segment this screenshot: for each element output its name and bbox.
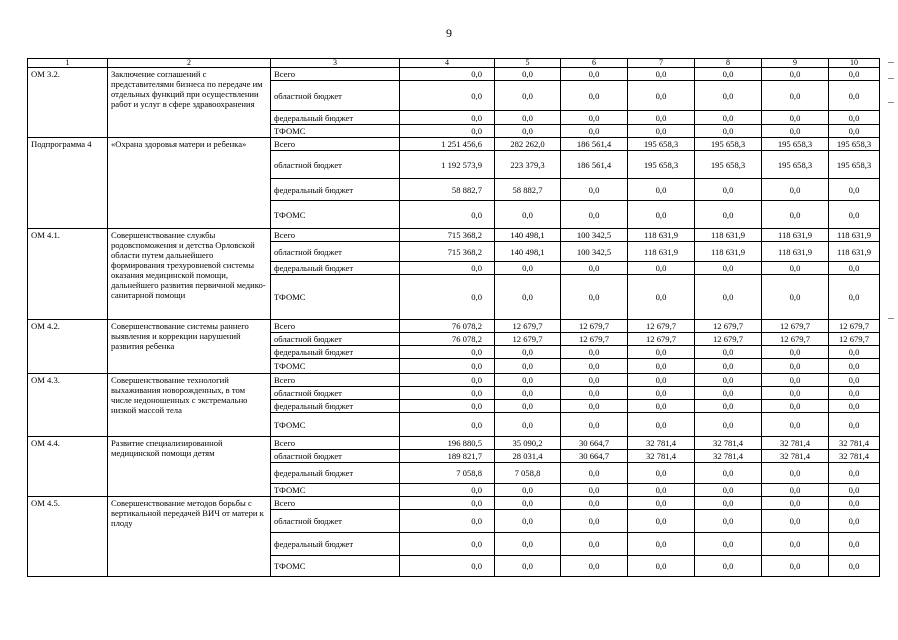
- amount-cell: 0,0: [829, 201, 880, 229]
- amount-cell: 12 679,7: [695, 333, 762, 346]
- amount-cell: 0,0: [400, 262, 495, 275]
- table-row: [28, 138, 880, 151]
- row-code: ОМ 4.2.: [28, 320, 108, 374]
- amount-cell: 0,0: [695, 201, 762, 229]
- amount-cell: 0,0: [400, 497, 495, 510]
- amount-cell: 0,0: [829, 359, 880, 374]
- funding-source: областной бюджет: [271, 510, 400, 533]
- row-code: ОМ 4.1.: [28, 229, 108, 320]
- amount-cell: 0,0: [628, 125, 695, 138]
- funding-source: федеральный бюджет: [271, 463, 400, 484]
- amount-cell: 32 781,4: [695, 450, 762, 463]
- amount-cell: 12 679,7: [762, 320, 829, 333]
- amount-cell: 0,0: [561, 262, 628, 275]
- page-number: 9: [446, 26, 452, 40]
- amount-cell: 0,0: [695, 111, 762, 125]
- row-name: Совершенствование службы родовспоможения и детства Орловской области путем дальнейшего формирования трехуровневой системы оказания медицинской помощи, дальнейшего развития первичной медико-санитарной помощи: [108, 229, 271, 320]
- funding-source: Всего: [271, 374, 400, 387]
- amount-cell: 195 658,3: [762, 151, 829, 179]
- amount-cell: 0,0: [495, 125, 561, 138]
- amount-cell: 0,0: [762, 533, 829, 556]
- amount-cell: 0,0: [762, 359, 829, 374]
- amount-cell: 118 631,9: [829, 229, 880, 242]
- amount-cell: 0,0: [400, 533, 495, 556]
- amount-cell: 32 781,4: [829, 437, 880, 450]
- amount-cell: 0,0: [829, 262, 880, 275]
- amount-cell: 7 058,8: [400, 463, 495, 484]
- row-name: Заключение соглашений с представителями бизнеса по передаче им отдельных функций при осуществлении работ и услуг в сфере здравоохранения: [108, 68, 271, 138]
- funding-source: федеральный бюджет: [271, 111, 400, 125]
- amount-cell: 0,0: [695, 359, 762, 374]
- amount-cell: 12 679,7: [829, 333, 880, 346]
- amount-cell: 0,0: [400, 387, 495, 400]
- amount-cell: 0,0: [495, 374, 561, 387]
- amount-cell: 0,0: [628, 533, 695, 556]
- row-name: Совершенствование технологий выхаживания новорожденных, в том числе недоношенных с экстремально низкой массой тела: [108, 374, 271, 437]
- amount-cell: 189 821,7: [400, 450, 495, 463]
- amount-cell: 0,0: [762, 510, 829, 533]
- amount-cell: 7 058,8: [495, 463, 561, 484]
- amount-cell: 140 498,1: [495, 229, 561, 242]
- row-name: Развитие специализированной медицинской помощи детям: [108, 437, 271, 497]
- amount-cell: 0,0: [762, 484, 829, 497]
- amount-cell: 195 658,3: [695, 151, 762, 179]
- amount-cell: 0,0: [628, 346, 695, 359]
- amount-cell: 0,0: [762, 275, 829, 320]
- funding-source: ТФОМС: [271, 275, 400, 320]
- header-cell-6: 6: [561, 59, 628, 68]
- amount-cell: 223 379,3: [495, 151, 561, 179]
- funding-source: федеральный бюджет: [271, 400, 400, 413]
- amount-cell: 0,0: [762, 179, 829, 201]
- amount-cell: 0,0: [400, 510, 495, 533]
- amount-cell: 0,0: [495, 510, 561, 533]
- amount-cell: 0,0: [561, 400, 628, 413]
- amount-cell: 0,0: [495, 497, 561, 510]
- amount-cell: 0,0: [628, 262, 695, 275]
- amount-cell: 0,0: [400, 556, 495, 577]
- funding-source: федеральный бюджет: [271, 346, 400, 359]
- amount-cell: 0,0: [829, 111, 880, 125]
- amount-cell: 0,0: [695, 275, 762, 320]
- header-cell-9: 9: [762, 59, 829, 68]
- header-row: [28, 59, 880, 68]
- amount-cell: 0,0: [495, 111, 561, 125]
- amount-cell: 32 781,4: [762, 450, 829, 463]
- amount-cell: 0,0: [829, 179, 880, 201]
- amount-cell: 0,0: [695, 346, 762, 359]
- amount-cell: 12 679,7: [495, 320, 561, 333]
- funding-source: федеральный бюджет: [271, 179, 400, 201]
- amount-cell: 0,0: [561, 556, 628, 577]
- amount-cell: 0,0: [561, 484, 628, 497]
- amount-cell: 0,0: [762, 68, 829, 81]
- amount-cell: 12 679,7: [628, 333, 695, 346]
- amount-cell: 0,0: [762, 81, 829, 111]
- row-code: ОМ 4.5.: [28, 497, 108, 577]
- funding-source: ТФОМС: [271, 556, 400, 577]
- amount-cell: 0,0: [762, 374, 829, 387]
- amount-cell: 32 781,4: [695, 437, 762, 450]
- amount-cell: 196 880,5: [400, 437, 495, 450]
- amount-cell: 0,0: [628, 463, 695, 484]
- table-row: [28, 68, 880, 81]
- funding-source: Всего: [271, 138, 400, 151]
- amount-cell: 0,0: [400, 111, 495, 125]
- amount-cell: 186 561,4: [561, 138, 628, 151]
- amount-cell: 0,0: [695, 497, 762, 510]
- header-cell-5: 5: [495, 59, 561, 68]
- amount-cell: 0,0: [829, 346, 880, 359]
- amount-cell: 140 498,1: [495, 242, 561, 262]
- amount-cell: 0,0: [628, 111, 695, 125]
- amount-cell: 715 368,2: [400, 229, 495, 242]
- amount-cell: 118 631,9: [695, 229, 762, 242]
- amount-cell: 118 631,9: [762, 229, 829, 242]
- amount-cell: 0,0: [400, 413, 495, 437]
- amount-cell: 0,0: [829, 68, 880, 81]
- amount-cell: 0,0: [561, 374, 628, 387]
- funding-source: ТФОМС: [271, 413, 400, 437]
- amount-cell: 0,0: [628, 400, 695, 413]
- amount-cell: 0,0: [695, 413, 762, 437]
- amount-cell: 0,0: [695, 400, 762, 413]
- amount-cell: 0,0: [628, 374, 695, 387]
- amount-cell: 58 882,7: [495, 179, 561, 201]
- amount-cell: 0,0: [762, 497, 829, 510]
- amount-cell: 32 781,4: [628, 450, 695, 463]
- amount-cell: 28 031,4: [495, 450, 561, 463]
- amount-cell: 0,0: [695, 387, 762, 400]
- funding-source: Всего: [271, 229, 400, 242]
- amount-cell: 0,0: [762, 556, 829, 577]
- table-body: [28, 68, 880, 577]
- amount-cell: 0,0: [495, 387, 561, 400]
- amount-cell: 0,0: [495, 359, 561, 374]
- amount-cell: 0,0: [400, 484, 495, 497]
- amount-cell: 0,0: [695, 81, 762, 111]
- amount-cell: 0,0: [628, 497, 695, 510]
- amount-cell: 0,0: [695, 262, 762, 275]
- amount-cell: 0,0: [829, 400, 880, 413]
- funding-source: ТФОМС: [271, 359, 400, 374]
- amount-cell: 0,0: [762, 463, 829, 484]
- amount-cell: 1 251 456,6: [400, 138, 495, 151]
- amount-cell: 0,0: [495, 556, 561, 577]
- row-name: «Охрана здоровья матери и ребенка»: [108, 138, 271, 229]
- amount-cell: 0,0: [400, 275, 495, 320]
- amount-cell: 76 078,2: [400, 333, 495, 346]
- amount-cell: 0,0: [628, 68, 695, 81]
- amount-cell: 0,0: [628, 201, 695, 229]
- amount-cell: 0,0: [695, 125, 762, 138]
- header-cell-8: 8: [695, 59, 762, 68]
- amount-cell: 0,0: [628, 275, 695, 320]
- amount-cell: 0,0: [495, 262, 561, 275]
- amount-cell: 0,0: [495, 201, 561, 229]
- amount-cell: 30 664,7: [561, 450, 628, 463]
- header-cell-7: 7: [628, 59, 695, 68]
- amount-cell: 0,0: [628, 179, 695, 201]
- amount-cell: 12 679,7: [695, 320, 762, 333]
- funding-source: ТФОМС: [271, 484, 400, 497]
- funding-source: ТФОМС: [271, 201, 400, 229]
- row-name: Совершенствование методов борьбы с вертикальной передачей ВИЧ от матери к плоду: [108, 497, 271, 577]
- amount-cell: 0,0: [561, 275, 628, 320]
- amount-cell: 0,0: [829, 533, 880, 556]
- amount-cell: 0,0: [829, 125, 880, 138]
- budget-table: [27, 58, 880, 577]
- amount-cell: 0,0: [561, 359, 628, 374]
- amount-cell: 100 342,5: [561, 242, 628, 262]
- amount-cell: 0,0: [495, 400, 561, 413]
- amount-cell: 0,0: [628, 413, 695, 437]
- amount-cell: 195 658,3: [762, 138, 829, 151]
- amount-cell: 0,0: [628, 387, 695, 400]
- amount-cell: 0,0: [400, 374, 495, 387]
- amount-cell: 0,0: [695, 484, 762, 497]
- amount-cell: 0,0: [762, 125, 829, 138]
- amount-cell: 0,0: [829, 556, 880, 577]
- amount-cell: 0,0: [628, 81, 695, 111]
- amount-cell: 0,0: [695, 463, 762, 484]
- amount-cell: 0,0: [561, 68, 628, 81]
- amount-cell: 0,0: [829, 81, 880, 111]
- amount-cell: 0,0: [495, 346, 561, 359]
- amount-cell: 0,0: [695, 374, 762, 387]
- amount-cell: 715 368,2: [400, 242, 495, 262]
- amount-cell: 282 262,0: [495, 138, 561, 151]
- amount-cell: 0,0: [829, 374, 880, 387]
- amount-cell: 0,0: [762, 400, 829, 413]
- header-cell-4: 4: [400, 59, 495, 68]
- funding-source: областной бюджет: [271, 81, 400, 111]
- amount-cell: 0,0: [695, 556, 762, 577]
- amount-cell: 0,0: [400, 359, 495, 374]
- amount-cell: 195 658,3: [829, 138, 880, 151]
- table-row: [28, 374, 880, 387]
- amount-cell: 0,0: [495, 68, 561, 81]
- amount-cell: 0,0: [829, 413, 880, 437]
- amount-cell: 12 679,7: [561, 333, 628, 346]
- amount-cell: 0,0: [561, 533, 628, 556]
- amount-cell: 30 664,7: [561, 437, 628, 450]
- table-row: [28, 229, 880, 242]
- amount-cell: 1 192 573,9: [400, 151, 495, 179]
- funding-source: областной бюджет: [271, 450, 400, 463]
- funding-source: Всего: [271, 320, 400, 333]
- funding-source: Всего: [271, 437, 400, 450]
- margin-marks: [884, 58, 898, 378]
- table-row: [28, 497, 880, 510]
- amount-cell: 0,0: [762, 201, 829, 229]
- header-cell-2: 2: [108, 59, 271, 68]
- amount-cell: 32 781,4: [628, 437, 695, 450]
- amount-cell: 0,0: [762, 111, 829, 125]
- row-code: Подпрограмма 4: [28, 138, 108, 229]
- amount-cell: 195 658,3: [628, 151, 695, 179]
- amount-cell: 12 679,7: [829, 320, 880, 333]
- amount-cell: 0,0: [829, 275, 880, 320]
- funding-source: Всего: [271, 497, 400, 510]
- funding-source: федеральный бюджет: [271, 533, 400, 556]
- amount-cell: 0,0: [400, 81, 495, 111]
- amount-cell: 0,0: [762, 262, 829, 275]
- row-code: ОМ 4.4.: [28, 437, 108, 497]
- table-row: [28, 437, 880, 450]
- amount-cell: 0,0: [762, 346, 829, 359]
- amount-cell: 195 658,3: [695, 138, 762, 151]
- funding-source: областной бюджет: [271, 387, 400, 400]
- amount-cell: 35 090,2: [495, 437, 561, 450]
- amount-cell: 0,0: [628, 556, 695, 577]
- row-code: ОМ 3.2.: [28, 68, 108, 138]
- amount-cell: 0,0: [695, 533, 762, 556]
- amount-cell: 0,0: [561, 81, 628, 111]
- amount-cell: 32 781,4: [762, 437, 829, 450]
- amount-cell: 0,0: [628, 484, 695, 497]
- amount-cell: 0,0: [695, 510, 762, 533]
- row-name: Совершенствование системы раннего выявления и коррекции нарушений развития ребенка: [108, 320, 271, 374]
- amount-cell: 0,0: [561, 463, 628, 484]
- amount-cell: 0,0: [495, 81, 561, 111]
- header-cell-10: 10: [829, 59, 880, 68]
- amount-cell: 12 679,7: [495, 333, 561, 346]
- amount-cell: 0,0: [495, 533, 561, 556]
- amount-cell: 0,0: [628, 510, 695, 533]
- amount-cell: 0,0: [695, 68, 762, 81]
- row-code: ОМ 4.3.: [28, 374, 108, 437]
- amount-cell: 0,0: [561, 497, 628, 510]
- amount-cell: 12 679,7: [628, 320, 695, 333]
- amount-cell: 0,0: [829, 510, 880, 533]
- header-cell-3: 3: [271, 59, 400, 68]
- amount-cell: 0,0: [400, 125, 495, 138]
- amount-cell: 76 078,2: [400, 320, 495, 333]
- amount-cell: 0,0: [400, 346, 495, 359]
- header-cell-1: 1: [28, 59, 108, 68]
- amount-cell: 0,0: [561, 179, 628, 201]
- amount-cell: 100 342,5: [561, 229, 628, 242]
- amount-cell: 0,0: [829, 387, 880, 400]
- amount-cell: 0,0: [628, 359, 695, 374]
- amount-cell: 58 882,7: [400, 179, 495, 201]
- amount-cell: 0,0: [495, 413, 561, 437]
- funding-source: областной бюджет: [271, 242, 400, 262]
- amount-cell: 12 679,7: [561, 320, 628, 333]
- amount-cell: 0,0: [829, 497, 880, 510]
- amount-cell: 12 679,7: [762, 333, 829, 346]
- amount-cell: 195 658,3: [829, 151, 880, 179]
- amount-cell: 32 781,4: [829, 450, 880, 463]
- amount-cell: 0,0: [400, 201, 495, 229]
- amount-cell: 0,0: [829, 463, 880, 484]
- amount-cell: 0,0: [829, 484, 880, 497]
- amount-cell: 0,0: [561, 387, 628, 400]
- amount-cell: 0,0: [561, 125, 628, 138]
- amount-cell: 0,0: [561, 510, 628, 533]
- amount-cell: 0,0: [762, 387, 829, 400]
- amount-cell: 0,0: [561, 111, 628, 125]
- amount-cell: 0,0: [495, 484, 561, 497]
- amount-cell: 0,0: [762, 413, 829, 437]
- amount-cell: 0,0: [495, 275, 561, 320]
- amount-cell: 0,0: [561, 413, 628, 437]
- amount-cell: 186 561,4: [561, 151, 628, 179]
- amount-cell: 118 631,9: [762, 242, 829, 262]
- amount-cell: 118 631,9: [628, 242, 695, 262]
- amount-cell: 118 631,9: [628, 229, 695, 242]
- funding-source: областной бюджет: [271, 333, 400, 346]
- amount-cell: 0,0: [561, 201, 628, 229]
- funding-source: ТФОМС: [271, 125, 400, 138]
- amount-cell: 0,0: [400, 400, 495, 413]
- funding-source: Всего: [271, 68, 400, 81]
- funding-source: федеральный бюджет: [271, 262, 400, 275]
- funding-source: областной бюджет: [271, 151, 400, 179]
- amount-cell: 118 631,9: [829, 242, 880, 262]
- amount-cell: 0,0: [695, 179, 762, 201]
- amount-cell: 0,0: [561, 346, 628, 359]
- amount-cell: 195 658,3: [628, 138, 695, 151]
- amount-cell: 118 631,9: [695, 242, 762, 262]
- amount-cell: 0,0: [400, 68, 495, 81]
- table-row: [28, 320, 880, 333]
